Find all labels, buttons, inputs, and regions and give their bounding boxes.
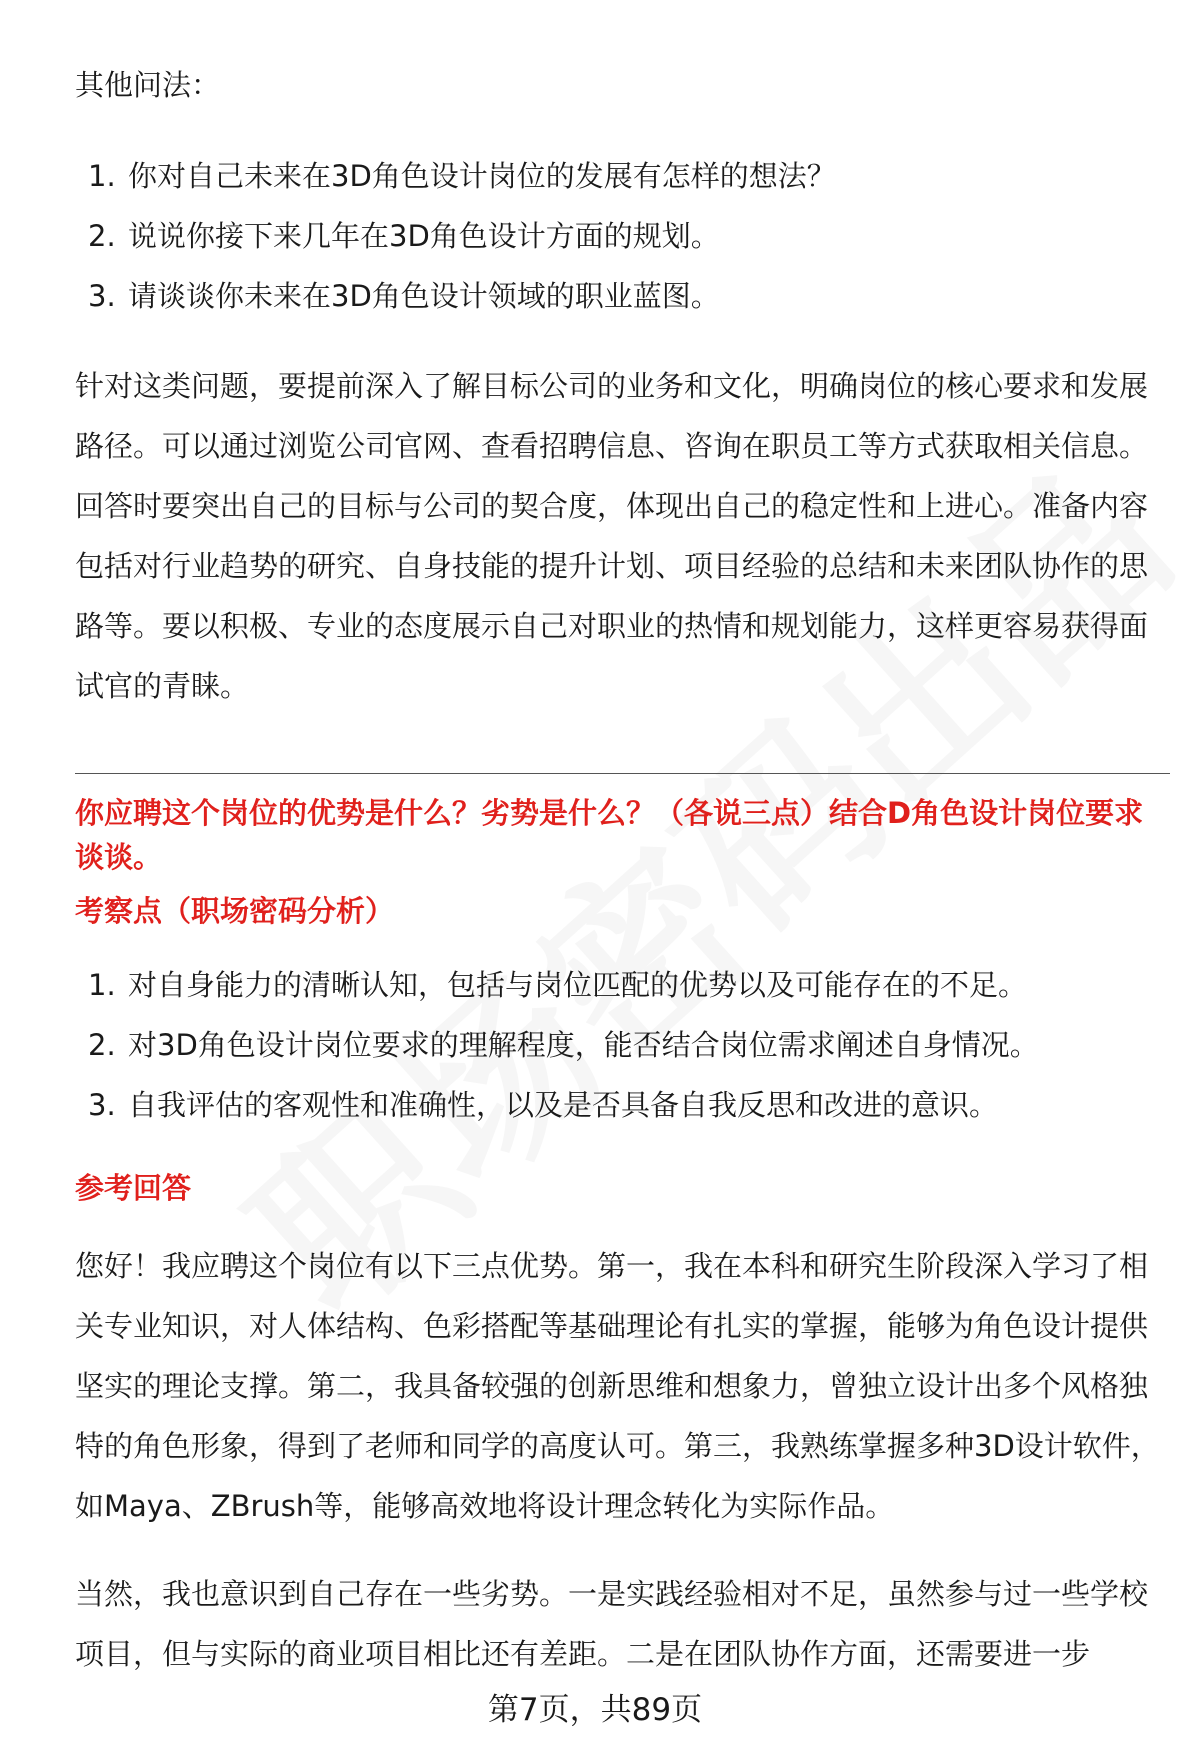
list-item: 1. 你对自己未来在3D角色设计岗位的发展有怎样的想法？ — [88, 159, 836, 193]
page-number: 第7页，共89页 — [487, 1692, 703, 1728]
list-item: 2. 说说你接下来几年在3D角色设计方面的规划。 — [88, 219, 720, 253]
answer-paragraph-1: 您好！我应聘这个岗位有以下三点优势。第一，我在本科和研究生阶段深入学习了相关专业知识，对人体结构、色彩搭配等基础理论有扎实的掌握，能够为角色设计提供坚实的理论支撑。第二，我具备较强的创新思维和想象力，曾独立设计出多个风格独特的角色形象，得到了老师和同学的高度认可。第三，我熟练掌握多种3D设计软件，如Maya、ZBrush等，能够高效地将设计理念转化为实际作品。 — [75, 1249, 1160, 1523]
list-item: 1. 对自身能力的清晰认知，包括与岗位匹配的优势以及可能存在的不足。 — [88, 968, 1028, 1002]
advice-paragraph: 针对这类问题，要提前深入了解目标公司的业务和文化，明确岗位的核心要求和发展路径。可以通过浏览公司官网、查看招聘信息、咨询在职员工等方式获取相关信息。回答时要突出自己的目标与公司的契合度，体现出自己的稳定性和上进心。准备内容包括对行业趋势的研究、自身技能的提升计划、项目经验的总结和未来团队协作的思路等。要以积极、专业的态度展示自己对职业的热情和规划能力，这样更容易获得面试官的青睐。 — [75, 369, 1149, 703]
other-questions-list — [88, 146, 1168, 326]
points-heading: 考察点（职场密码分析） — [75, 894, 395, 928]
question-heading: 你应聘这个岗位的优势是什么？劣势是什么？（各说三点）结合D角色设计岗位要求谈谈。 — [75, 796, 1144, 874]
answer-paragraph-2: 当然，我也意识到自己存在一些劣势。一是实践经验相对不足，虽然参与过一些学校项目，但与实际的商业项目相比还有差距。二是在团队协作方面，还需要进一步 — [75, 1577, 1149, 1671]
list-item: 3. 自我评估的客观性和准确性，以及是否具备自我反思和改进的意识。 — [88, 1088, 999, 1122]
other-questions-label: 其他问法： — [75, 68, 221, 102]
section-divider — [75, 773, 1170, 774]
answer-heading: 参考回答 — [75, 1171, 192, 1205]
list-item: 3. 请谈谈你未来在3D角色设计领域的职业蓝图。 — [88, 279, 720, 313]
list-item: 2. 对3D角色设计岗位要求的理解程度，能否结合岗位需求阐述自身情况。 — [88, 1028, 1039, 1062]
points-list — [88, 955, 1168, 1135]
